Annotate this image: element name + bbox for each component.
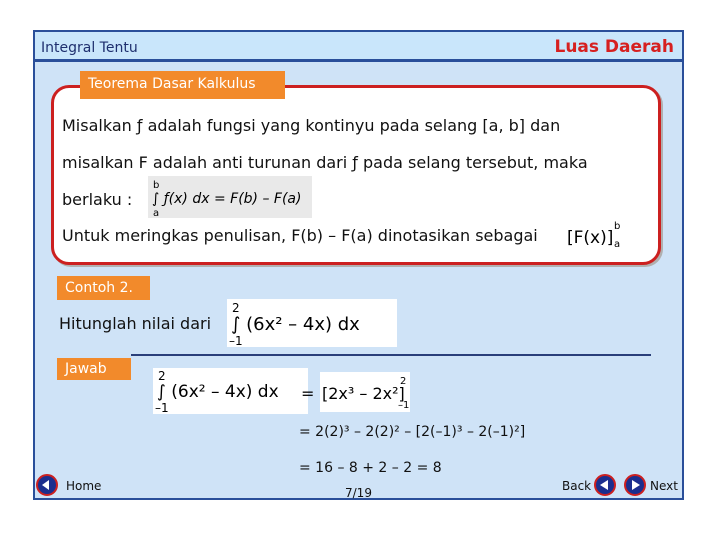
example-integral-body: ∫ (6x² – 4x) dx bbox=[231, 314, 360, 335]
back-button[interactable] bbox=[594, 474, 616, 496]
answer-upper-limit: 2 bbox=[158, 369, 166, 383]
theorem-line-4: Untuk meringkas penulisan, F(b) – F(a) dinotasikan sebagai bbox=[62, 226, 538, 245]
divider-line bbox=[131, 354, 651, 356]
arrow-left-icon bbox=[38, 476, 56, 494]
example-upper-limit: 2 bbox=[232, 301, 240, 315]
example-tag: Contoh 2. bbox=[57, 276, 150, 300]
answer-integral-body: ∫ (6x² – 4x) dx bbox=[157, 382, 279, 402]
example-prompt: Hitunglah nilai dari bbox=[59, 314, 212, 333]
answer-step-2: = 16 – 8 + 2 – 2 = 8 bbox=[299, 460, 442, 476]
formula-lower-limit: a bbox=[153, 208, 160, 218]
formula-upper-limit: b bbox=[153, 180, 160, 191]
answer-tag: Jawab bbox=[57, 358, 131, 380]
next-label[interactable]: Next bbox=[650, 479, 678, 493]
notation-upper-limit: b bbox=[614, 221, 621, 232]
answer-equals: = bbox=[301, 384, 315, 403]
slide-header bbox=[35, 32, 682, 62]
antiderivative-lower: –1 bbox=[398, 400, 410, 411]
home-label[interactable]: Home bbox=[66, 479, 102, 493]
notation-body: [F(x)] bbox=[567, 228, 614, 248]
antiderivative-body: [2x³ – 2x²] bbox=[322, 384, 405, 403]
answer-lower-limit: –1 bbox=[155, 401, 169, 414]
theorem-tag: Teorema Dasar Kalkulus bbox=[80, 71, 285, 99]
header-topic: Luas Daerah bbox=[554, 37, 674, 57]
example-integral bbox=[227, 299, 397, 347]
arrow-right-icon bbox=[626, 476, 644, 494]
answer-integral bbox=[153, 368, 308, 414]
next-button[interactable] bbox=[624, 474, 646, 496]
theorem-line-1: Misalkan ƒ adalah fungsi yang kontinyu pada selang [a, b] dan bbox=[62, 116, 561, 135]
answer-antiderivative bbox=[320, 372, 410, 412]
header-title: Integral Tentu bbox=[41, 40, 138, 56]
arrow-left-icon bbox=[596, 476, 614, 494]
theorem-formula bbox=[148, 176, 312, 218]
theorem-line-3: berlaku : bbox=[62, 190, 133, 209]
home-button[interactable] bbox=[36, 474, 58, 496]
example-lower-limit: –1 bbox=[229, 334, 243, 347]
page-indicator: 7/19 bbox=[345, 486, 372, 500]
antiderivative-upper: 2 bbox=[400, 376, 407, 387]
back-label[interactable]: Back bbox=[562, 479, 592, 493]
notation-lower-limit: a bbox=[614, 239, 621, 249]
answer-step-1: = 2(2)³ – 2(2)² – [2(–1)³ – 2(–1)²] bbox=[299, 424, 526, 440]
theorem-line-2: misalkan F adalah anti turunan dari ƒ pada selang tersebut, maka bbox=[62, 153, 588, 172]
notation-formula bbox=[566, 219, 622, 249]
formula-body: ∫ ƒ(x) dx = F(b) – F(a) bbox=[152, 191, 302, 207]
